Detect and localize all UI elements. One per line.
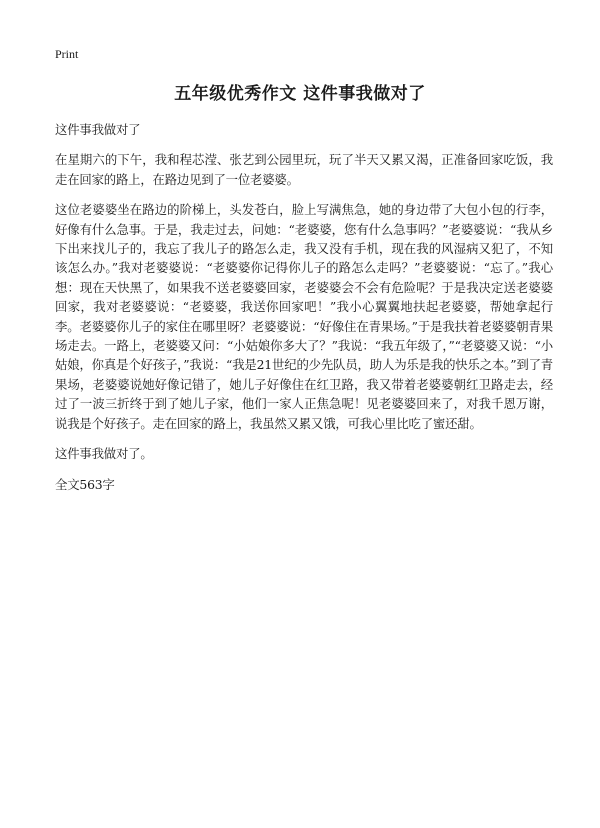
article-title: 五年级优秀作文 这件事我做对了 [174,84,426,104]
paragraph-2: 这位老婆婆坐在路边的阶梯上，头发苍白，脸上写满焦急，她的身边带了大包小包的行李，好像有什么急事。于是，我走过去，问她：“老婆婆，您有什么急事吗？”老婆婆说：“我从乡下出来找儿子的，我忘了我儿子的路怎么走，我又没有手机，现在我的风湿病又犯了，不知该怎么办。”我对老婆婆说：“老婆婆你记得你儿子的路怎么走吗？”老婆婆说：“忘了。”我心想：现在天快黑了，如果我不送老婆婆回家，老婆婆会不会有危险呢？于是我决定送老婆婆回家，我对老婆婆说：“老婆婆，我送你回家吧！”我小心翼翼地扶起老婆婆，帮她拿起行李。老婆婆你儿子的家住在哪里呀？老婆婆说：“好像住在青果场。”于是我扶着老婆婆朝青果场走去。一路上，老婆婆又问：“小姑娘你多大了？”我说：“我五年级了，”“老婆婆又说：“小姑娘，你真是个好孩子，”我说：“我是21世纪的少先队员，助人为乐是我的快乐之本。”到了青果场，老婆婆说她好像记错了，她儿子好像住在红卫路，我又带着老婆婆朝红卫路走去，经过了一波三折终于到了她儿子家，他们一家人正焦急呢！见老婆婆回来了，对我千恩万谢，说我是个好孩子。走在回家的路上，我虽然又累又饿，可我心里比吃了蜜还甜。 [55,202,553,431]
paragraph-3: 这件事我做对了。 [55,446,153,462]
article-body [55,120,553,505]
paragraph-1: 在星期六的下午，我和程芯滢、张艺到公园里玩，玩了半天又累又渴，正准备回家吃饭，我走在回家的路上，在路边见到了一位老婆婆。 [55,152,553,187]
article-subtitle: 这件事我做对了 [55,122,141,137]
word-count: 全文563字 [55,476,115,492]
print-link[interactable]: Print [55,47,79,61]
